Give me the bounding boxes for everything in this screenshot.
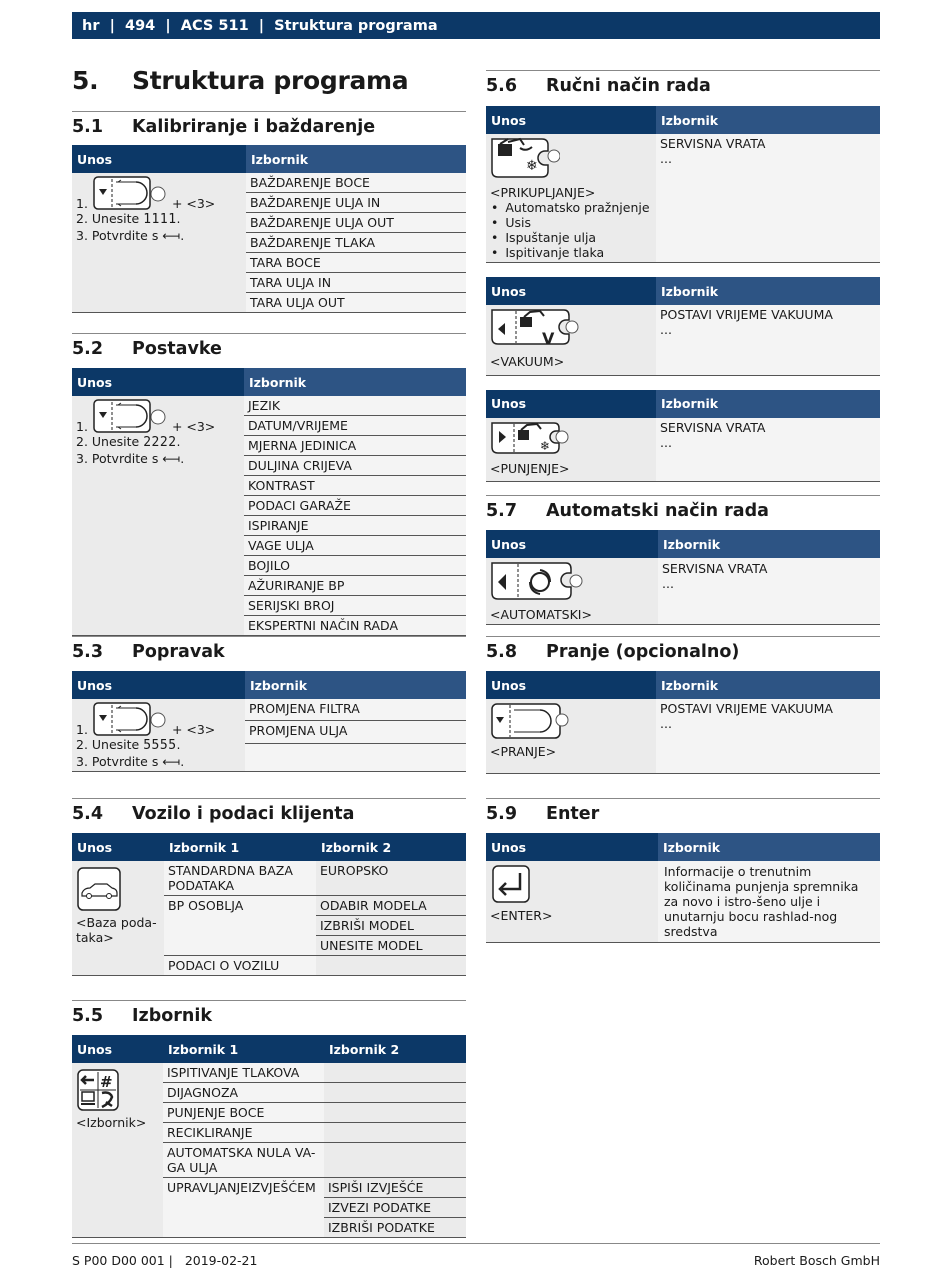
menu2-item: EUROPSKO — [316, 861, 466, 896]
section-title: Ručni način rada — [546, 75, 711, 96]
section-title: Enter — [546, 803, 600, 824]
table-5-9: Unos Izbornik <ENTER> Informacije o trenutnim količinama punjenja spremnika za novo i istro-šeno ulje i unutarnju bocu rashlad-nog sredstva — [486, 833, 880, 943]
access-code: 2222 — [143, 435, 177, 450]
unos-cell: 1. + <3> 2. Unesite 5555. 3. Potvrdite s ⟻. — [72, 699, 245, 772]
menu2-item: ODABIR MODELA — [316, 896, 466, 916]
menu2-item — [324, 1143, 466, 1178]
menu-item: EKSPERTNI NAČIN RADA — [244, 616, 466, 636]
flush-icon — [490, 701, 570, 741]
unos-label: <PRIKUPLJANJE> — [490, 185, 596, 200]
section-title: Postavke — [132, 338, 222, 359]
header-lang: hr — [82, 17, 100, 34]
menu-item: TARA ULJA OUT — [246, 293, 466, 313]
step1-suffix: + <3> — [171, 195, 216, 211]
unos-cell: 1. + <3> 2. Unesite 1111. 3. Potvrdite s ⟻. — [72, 173, 246, 313]
key-3-icon — [92, 398, 168, 434]
section-5-9: 5.9 Enter Unos Izbornik <ENTER> Informacije o trenutnim količinama punjenja spremnika za novo i istro-šeno ulje i unutarnju bocu rashlad-nog sredstva — [486, 798, 880, 943]
bullet-item: • Ispuštanje ulja — [490, 230, 652, 245]
menu1-item: UPRAVLJANJEIZVJEŠĆEM — [163, 1178, 324, 1238]
table-5-6-punjenje: Unos Izbornik ❄ <PUNJENJE> SERVISNA VRATA ... — [486, 390, 880, 483]
menu-item: BAŽDARENJE ULJA IN — [246, 193, 466, 213]
unos-label: <VAKUUM> — [490, 354, 565, 369]
enter-arrow-icon: ⟻ — [162, 753, 181, 769]
section-5-2: 5.2 Postavke Unos Izbornik 1. + <3> 2. Unesite 2222. 3. Potvrdite s ⟻. JEZIK DATUM/VRIJEME MJERNA JEDINICA DULJINA CRIJEVA KONTRAST PODACI GARAŽE ISPIRANJE VAGE ULJA BOJILO AŽURIRANJE BP SERIJSKI BROJ EKSPERTNI NAČIN RADA — [72, 333, 466, 636]
svg-text:❄: ❄ — [540, 438, 551, 453]
key-3-icon — [92, 701, 168, 737]
section-title: Kalibriranje i baždarenje — [132, 116, 376, 137]
menu1-item: DIJAGNOZA — [163, 1083, 324, 1103]
unos-label: <PRANJE> — [490, 744, 557, 759]
page-header: hr | 494 | ACS 511 | Struktura programa — [72, 12, 880, 39]
footer-date: 2019-02-21 — [184, 1253, 258, 1268]
table-5-6-prikupljanje: Unos Izbornik ❄ <PRIKUPLJANJE> • Automatsko pražnjenje • Usis • Ispuštanje ulja • Ispitivanje tlaka SERVISNA VRATA ... — [486, 106, 880, 263]
menu2-item: IZVEZI PODATKE — [324, 1198, 466, 1218]
bullet-item: • Usis — [490, 215, 652, 230]
section-5-3: 5.3 Popravak Unos Izbornik 1. + <3> 2. Unesite 5555. 3. Potvrdite s ⟻. PROMJENA FILTRA PROMJENA ULJA — [72, 636, 466, 772]
enter-key-icon — [490, 863, 532, 905]
menu-item: SERVISNA VRATA — [660, 136, 766, 151]
menu-item: TARA BOCE — [246, 253, 466, 273]
table-5-2: Unos Izbornik 1. + <3> 2. Unesite 2222. 3. Potvrdite s ⟻. JEZIK DATUM/VRIJEME MJERNA JEDINICA DULJINA CRIJEVA KONTRAST PODACI GARAŽE ISPIRANJE VAGE ULJA BOJILO AŽURIRANJE BP SERIJSKI BROJ EKSPERTNI NAČIN RADA — [72, 368, 466, 636]
header-title: Struktura programa — [274, 17, 438, 34]
section-title: Popravak — [132, 641, 225, 662]
table-5-5: Unos Izbornik 1 Izbornik 2 # <Izbornik> ISPITIVANJE TLAKOVA DIJAGNOZA PUNJENJE BOCE RECIKLIRANJE AUTOMATSKA NULA VA-GA ULJA UPRAVLJANJEIZVJEŠĆEM ISPIŠI IZVJEŠĆE IZVEZI PODATKE IZBRIŠI PODATKE — [72, 1035, 466, 1238]
menu-item: POSTAVI VRIJEME VAKUUMA — [660, 307, 833, 322]
section-5-6: 5.6 Ručni način rada Unos Izbornik ❄ <PRIKUPLJANJE> • Automatsko pražnjenje • Usis • Ispuštanje ulja • Ispitivanje tlaka SERVISNA VRATA ... Unos Izbornik V <VAKUUM> POSTAVI VRIJEME VAKUUMA ... Unos Izbornik ❄ <PUNJENJE> SERVISNA VRATA ... — [486, 70, 880, 482]
table-5-6-vakuum: Unos Izbornik V <VAKUUM> POSTAVI VRIJEME VAKUUMA ... — [486, 277, 880, 376]
menu-item: DULJINA CRIJEVA — [244, 456, 466, 476]
section-title: Vozilo i podaci klijenta — [132, 803, 355, 824]
menu-item: POSTAVI VRIJEME VAKUUMA — [660, 701, 833, 716]
menu-item: MJERNA JEDINICA — [244, 436, 466, 456]
menu-item: PROMJENA FILTRA — [245, 699, 466, 721]
unos-cell — [72, 1063, 163, 1238]
unos-label: <PUNJENJE> — [490, 460, 570, 476]
access-code: 1111 — [143, 212, 177, 227]
menu2-item — [316, 956, 466, 976]
charge-icon — [490, 420, 570, 458]
menu-item: PROMJENA ULJA — [245, 721, 466, 744]
svg-text:V: V — [542, 329, 555, 348]
table-5-4: Unos Izbornik 1 Izbornik 2 <Baza poda-taka> STANDARDNA BAZA PODATAKA EUROPSKO BP OSOBLJA ODABIR MODELA IZBRIŠI MODEL UNESITE MODEL PODACI O VOZILU — [72, 833, 466, 976]
vacuum-icon — [490, 307, 580, 351]
enter-arrow-icon: ⟻ — [162, 227, 181, 243]
menu-item: JEZIK — [244, 396, 466, 416]
car-database-icon — [76, 866, 122, 912]
menu-item: SERIJSKI BROJ — [244, 596, 466, 616]
section-5-7: 5.7 Automatski način rada Unos Izbornik <AUTOMATSKI> SERVISNA VRATA ... — [486, 495, 880, 625]
section-5-8: 5.8 Pranje (opcionalno) Unos Izbornik <PRANJE> POSTAVI VRIJEME VAKUUMA ... — [486, 636, 880, 774]
menu-item: BAŽDARENJE BOCE — [246, 173, 466, 193]
menu1-item: ISPITIVANJE TLAKOVA — [163, 1063, 324, 1083]
menu2-item — [324, 1083, 466, 1103]
menu-item: SERVISNA VRATA — [660, 419, 766, 435]
collection-icon — [490, 136, 560, 182]
unos-cell — [72, 861, 164, 976]
menu-item: DATUM/VRIJEME — [244, 416, 466, 436]
menu1-item: STANDARDNA BAZA PODATAKA — [164, 861, 316, 896]
menu2-item — [324, 1063, 466, 1083]
unos-label: <AUTOMATSKI> — [490, 607, 592, 622]
menu1-item: PODACI O VOZILU — [164, 956, 316, 976]
menu-item: AŽURIRANJE BP — [244, 576, 466, 596]
menu1-item: RECIKLIRANJE — [163, 1123, 324, 1143]
menu-item: BAŽDARENJE TLAKA — [246, 233, 466, 253]
svg-text:❄: ❄ — [526, 158, 538, 174]
key-3-icon — [92, 175, 168, 211]
step1-suffix: + <3> — [171, 418, 216, 434]
access-code: 5555 — [143, 738, 177, 753]
section-5-4: 5.4 Vozilo i podaci klijenta Unos Izbornik 1 Izbornik 2 <Baza poda-taka> STANDARDNA BAZA PODATAKA EUROPSKO BP OSOBLJA ODABIR MODELA IZBRIŠI MODEL UNESITE MODEL PODACI O VOZILU — [72, 798, 466, 976]
menu2-item: IZBRIŠI PODATKE — [324, 1218, 466, 1238]
menu2-item: IZBRIŠI MODEL — [316, 916, 466, 936]
header-page: 494 — [124, 17, 156, 34]
menu2-item: ISPIŠI IZVJEŠĆE — [324, 1178, 466, 1198]
footer-doc: S P00 D00 001 — [72, 1253, 165, 1268]
menu-item: BOJILO — [244, 556, 466, 576]
menu-item: TARA ULJA IN — [246, 273, 466, 293]
table-5-1: Unos Izbornik 1. + <3> 2. Unesite 1111. 3. Potvrdite s ⟻. BAŽDARENJE BOCE BAŽDARENJE ULJA IN BAŽDARENJE ULJA OUT BAŽDARENJE TLAKA TARA BOCE TARA ULJA IN TARA ULJA OUT — [72, 145, 466, 313]
header-product: ACS 511 — [180, 17, 249, 34]
table-5-8: Unos Izbornik <PRANJE> POSTAVI VRIJEME VAKUUMA ... — [486, 671, 880, 774]
bullet-item: • Automatsko pražnjenje — [490, 200, 652, 215]
bullet-item: • Ispitivanje tlaka — [490, 245, 652, 260]
table-5-7: Unos Izbornik <AUTOMATSKI> SERVISNA VRATA ... — [486, 530, 880, 625]
menu-item: KONTRAST — [244, 476, 466, 496]
automatic-icon — [490, 560, 584, 604]
section-title: Pranje (opcionalno) — [546, 641, 740, 662]
enter-arrow-icon: ⟻ — [162, 450, 181, 466]
section-title: Izbornik — [132, 1005, 212, 1026]
menu1-item: BP OSOBLJA — [164, 896, 316, 956]
menu1-item: AUTOMATSKA NULA VA-GA ULJA — [163, 1143, 324, 1178]
table-5-3: Unos Izbornik 1. + <3> 2. Unesite 5555. 3. Potvrdite s ⟻. PROMJENA FILTRA PROMJENA ULJA — [72, 671, 466, 772]
menu1-item: PUNJENJE BOCE — [163, 1103, 324, 1123]
unos-label: <Baza poda-taka> — [76, 915, 157, 945]
menu-item: Informacije o trenutnim količinama punjenja spremnika za novo i istro-šeno ulje i unutarnju bocu rashlad-nog sredstva — [664, 864, 859, 939]
section-5-5: 5.5 Izbornik Unos Izbornik 1 Izbornik 2 # <Izbornik> ISPITIVANJE TLAKOVA DIJAGNOZA PUNJENJE BOCE RECIKLIRANJE AUTOMATSKA NULA VA-GA ULJA UPRAVLJANJEIZVJEŠĆEM ISPIŠI IZVJEŠĆE IZVEZI PODATKE IZBRIŠI PODATKE — [72, 1000, 466, 1238]
unos-label: <Izbornik> — [76, 1115, 147, 1130]
chapter-title: 5. Struktura programa — [72, 66, 409, 95]
menu2-item: UNESITE MODEL — [316, 936, 466, 956]
menu2-item — [324, 1123, 466, 1143]
menu-item: ISPIRANJE — [244, 516, 466, 536]
menu-item: PODACI GARAŽE — [244, 496, 466, 516]
page-footer: S P00 D00 001 | 2019-02-21 Robert Bosch GmbH — [72, 1243, 880, 1268]
svg-text:#: # — [100, 1073, 113, 1091]
unos-label: <ENTER> — [490, 908, 553, 923]
section-title: Automatski način rada — [546, 500, 769, 521]
section-5-1: 5.1 Kalibriranje i baždarenje Unos Izbornik 1. + <3> 2. Unesite 1111. 3. Potvrdite s ⟻. BAŽDARENJE BOCE BAŽDARENJE ULJA IN BAŽDARENJE ULJA OUT BAŽDARENJE TLAKA TARA BOCE TARA ULJA IN TARA ULJA OUT — [72, 111, 466, 313]
menu-item: SERVISNA VRATA — [662, 561, 768, 576]
menu-item: VAGE ULJA — [244, 536, 466, 556]
footer-company: Robert Bosch GmbH — [753, 1253, 880, 1268]
step1-suffix: + <3> — [171, 721, 216, 737]
menu2-item — [324, 1103, 466, 1123]
menu-icon — [76, 1068, 120, 1112]
unos-cell: 1. + <3> 2. Unesite 2222. 3. Potvrdite s ⟻. — [72, 396, 244, 636]
menu-item: BAŽDARENJE ULJA OUT — [246, 213, 466, 233]
